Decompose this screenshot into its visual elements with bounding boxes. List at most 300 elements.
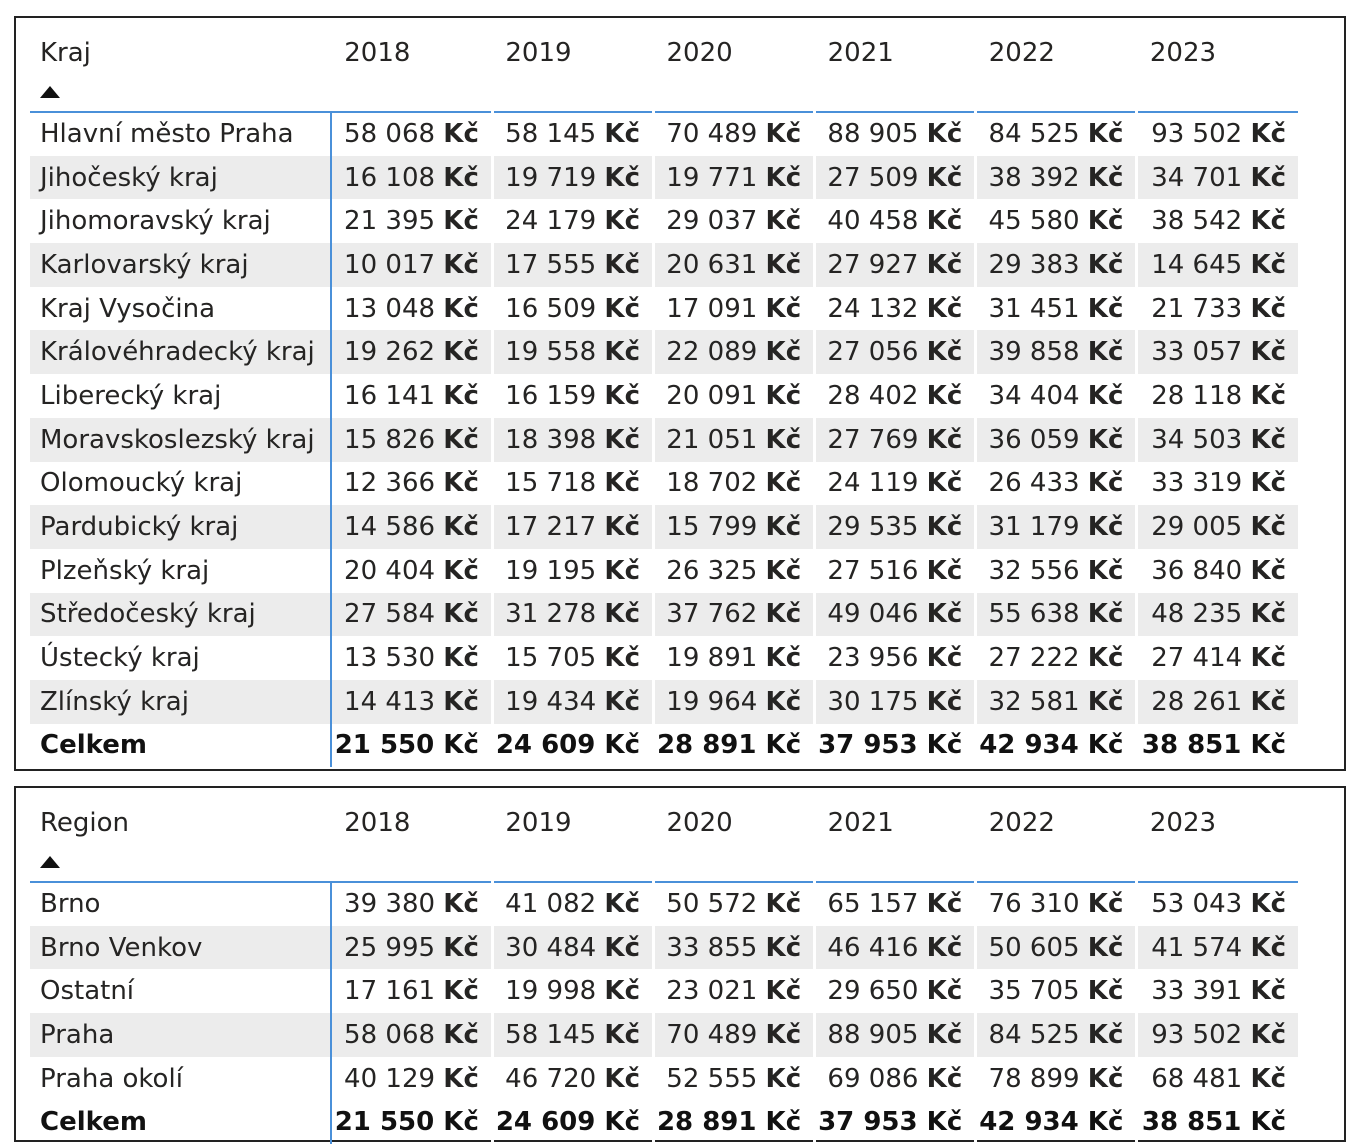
- value-amount: 31 179: [988, 512, 1080, 543]
- currency-label: Kč: [604, 424, 640, 455]
- currency-label: Kč: [1250, 162, 1286, 193]
- value-amount: 58 068: [344, 1019, 436, 1050]
- value-cell: [976, 724, 1137, 768]
- currency-label: Kč: [604, 1063, 640, 1094]
- value-cell: [815, 680, 976, 724]
- value-cell: [1137, 156, 1298, 200]
- value-cell: [1137, 287, 1298, 331]
- currency-label: Kč: [1250, 889, 1286, 920]
- value-amount: 27 516: [827, 555, 919, 586]
- value-amount: 24 609: [495, 1107, 596, 1138]
- row-header: Liberecký kraj: [30, 374, 331, 418]
- column-header-year[interactable]: 2018: [331, 806, 492, 882]
- currency-label: Kč: [1087, 162, 1124, 193]
- currency-label: Kč: [604, 889, 640, 920]
- value-amount: 40 129: [344, 1063, 436, 1094]
- value-amount: 58 068: [344, 119, 436, 150]
- value-cell: [815, 724, 976, 768]
- value-cell: [815, 593, 976, 637]
- value-cell: [1137, 636, 1298, 680]
- value-cell: [815, 112, 976, 156]
- currency-label: Kč: [1250, 249, 1286, 280]
- value-cell: [976, 1100, 1137, 1144]
- currency-label: Kč: [765, 555, 802, 586]
- value-cell: [331, 462, 492, 506]
- value-cell: [815, 199, 976, 243]
- currency-label: Kč: [765, 512, 802, 543]
- table-row: [30, 462, 1298, 506]
- currency-label: Kč: [765, 730, 802, 761]
- value-cell: [815, 374, 976, 418]
- row-header: Moravskoslezský kraj: [30, 418, 331, 462]
- value-amount: 42 934: [979, 730, 1079, 761]
- value-cell: [653, 462, 814, 506]
- value-cell: [1137, 549, 1298, 593]
- value-cell: [653, 418, 814, 462]
- currency-label: Kč: [765, 889, 802, 920]
- value-amount: 41 574: [1151, 932, 1243, 963]
- currency-label: Kč: [604, 512, 640, 543]
- value-cell: [492, 724, 653, 768]
- value-amount: 28 891: [656, 730, 757, 761]
- currency-label: Kč: [765, 932, 802, 963]
- value-cell: [653, 374, 814, 418]
- currency-label: Kč: [1250, 643, 1286, 674]
- value-amount: 19 891: [666, 643, 758, 674]
- value-cell: [976, 287, 1137, 331]
- column-header-year[interactable]: 2021: [815, 36, 976, 112]
- value-amount: 21 733: [1151, 293, 1243, 324]
- currency-label: Kč: [765, 1107, 802, 1138]
- column-header-year[interactable]: 2023: [1137, 36, 1298, 112]
- currency-label: Kč: [926, 293, 963, 324]
- currency-label: Kč: [926, 424, 963, 455]
- currency-label: Kč: [926, 1107, 963, 1138]
- row-header: Praha: [30, 1013, 331, 1057]
- value-amount: 15 718: [505, 468, 597, 499]
- currency-label: Kč: [765, 424, 802, 455]
- value-cell: [653, 287, 814, 331]
- value-amount: 32 581: [988, 686, 1080, 717]
- value-amount: 37 762: [666, 599, 758, 630]
- currency-label: Kč: [926, 686, 963, 717]
- value-cell: [331, 1057, 492, 1101]
- value-cell: [653, 636, 814, 680]
- value-amount: 88 905: [827, 1019, 919, 1050]
- value-cell: [492, 926, 653, 970]
- value-amount: 15 826: [344, 424, 436, 455]
- value-amount: 24 119: [827, 468, 919, 499]
- currency-label: Kč: [604, 643, 640, 674]
- table-row: [30, 882, 1298, 926]
- currency-label: Kč: [926, 512, 963, 543]
- table-row: [30, 926, 1298, 970]
- value-cell: [1137, 505, 1298, 549]
- currency-label: Kč: [926, 468, 963, 499]
- value-amount: 13 530: [344, 643, 436, 674]
- value-amount: 49 046: [827, 599, 919, 630]
- value-cell: [1137, 926, 1298, 970]
- value-cell: [331, 418, 492, 462]
- value-cell: [331, 969, 492, 1013]
- currency-label: Kč: [765, 468, 802, 499]
- value-cell: [331, 199, 492, 243]
- currency-label: Kč: [443, 206, 479, 237]
- value-amount: 38 392: [988, 162, 1080, 193]
- currency-label: Kč: [1250, 424, 1286, 455]
- value-amount: 20 631: [666, 249, 758, 280]
- value-amount: 25 995: [344, 932, 436, 963]
- value-amount: 46 416: [827, 932, 919, 963]
- currency-label: Kč: [604, 249, 640, 280]
- currency-label: Kč: [926, 889, 963, 920]
- value-amount: 29 037: [666, 206, 758, 237]
- value-amount: 16 141: [344, 380, 436, 411]
- value-cell: [331, 112, 492, 156]
- value-amount: 70 489: [666, 1019, 758, 1050]
- value-cell: [815, 330, 976, 374]
- value-cell: [331, 549, 492, 593]
- value-cell: [492, 330, 653, 374]
- value-cell: [653, 969, 814, 1013]
- value-cell: [331, 505, 492, 549]
- currency-label: Kč: [604, 555, 640, 586]
- value-cell: [815, 418, 976, 462]
- total-row: [30, 1100, 1298, 1144]
- value-cell: [815, 1057, 976, 1101]
- currency-label: Kč: [926, 643, 963, 674]
- value-amount: 38 851: [1141, 1107, 1242, 1138]
- table-row: [30, 636, 1298, 680]
- value-cell: [1137, 680, 1298, 724]
- row-header: Ústecký kraj: [30, 636, 331, 680]
- value-cell: [653, 549, 814, 593]
- currency-label: Kč: [1087, 686, 1124, 717]
- value-cell: [653, 156, 814, 200]
- currency-label: Kč: [443, 976, 479, 1007]
- value-amount: 28 118: [1151, 380, 1243, 411]
- table-row: [30, 112, 1298, 156]
- column-header-kraj[interactable]: [30, 36, 331, 112]
- currency-label: Kč: [443, 468, 479, 499]
- value-amount: 27 927: [827, 249, 919, 280]
- column-header-year[interactable]: 2020: [653, 806, 814, 882]
- row-header: Brno: [30, 882, 331, 926]
- value-amount: 36 840: [1151, 555, 1243, 586]
- value-amount: 29 383: [988, 249, 1080, 280]
- value-cell: [976, 199, 1137, 243]
- value-cell: [492, 1013, 653, 1057]
- column-header-year[interactable]: 2023: [1137, 806, 1298, 882]
- value-amount: 38 542: [1151, 206, 1243, 237]
- currency-label: Kč: [604, 119, 640, 150]
- value-cell: [492, 680, 653, 724]
- currency-label: Kč: [926, 380, 963, 411]
- value-amount: 21 550: [334, 1107, 435, 1138]
- value-cell: [1137, 1013, 1298, 1057]
- matrix-table-kraj: [30, 36, 1298, 767]
- currency-label: Kč: [1250, 512, 1286, 543]
- value-amount: 19 998: [505, 976, 597, 1007]
- value-cell: [492, 156, 653, 200]
- sort-ascending-icon[interactable]: [40, 856, 60, 868]
- value-amount: 33 855: [666, 932, 758, 963]
- table-row: [30, 418, 1298, 462]
- value-cell: [976, 374, 1137, 418]
- value-amount: 45 580: [988, 206, 1080, 237]
- value-cell: [653, 112, 814, 156]
- value-cell: [976, 926, 1137, 970]
- currency-label: Kč: [926, 599, 963, 630]
- table-row: [30, 243, 1298, 287]
- currency-label: Kč: [1087, 976, 1124, 1007]
- currency-label: Kč: [443, 1107, 479, 1138]
- value-amount: 21 550: [334, 730, 435, 761]
- value-amount: 53 043: [1151, 889, 1243, 920]
- currency-label: Kč: [1087, 206, 1124, 237]
- value-amount: 14 645: [1151, 249, 1243, 280]
- column-header-year[interactable]: 2020: [653, 36, 814, 112]
- value-amount: 58 145: [505, 119, 597, 150]
- value-amount: 36 059: [988, 424, 1080, 455]
- value-cell: [815, 636, 976, 680]
- currency-label: Kč: [443, 380, 479, 411]
- currency-label: Kč: [1087, 889, 1124, 920]
- currency-label: Kč: [604, 976, 640, 1007]
- currency-label: Kč: [443, 424, 479, 455]
- value-amount: 27 222: [988, 643, 1080, 674]
- value-cell: [1137, 1100, 1298, 1144]
- value-cell: [492, 549, 653, 593]
- value-cell: [1137, 462, 1298, 506]
- currency-label: Kč: [765, 976, 802, 1007]
- currency-label: Kč: [443, 337, 479, 368]
- value-amount: 52 555: [666, 1063, 758, 1094]
- value-cell: [492, 969, 653, 1013]
- value-cell: [976, 969, 1137, 1013]
- value-amount: 19 558: [505, 337, 597, 368]
- value-cell: [976, 330, 1137, 374]
- value-amount: 84 525: [988, 119, 1080, 150]
- table-row: [30, 199, 1298, 243]
- currency-label: Kč: [604, 337, 640, 368]
- currency-label: Kč: [443, 730, 479, 761]
- currency-label: Kč: [926, 162, 963, 193]
- column-header-year[interactable]: 2019: [492, 36, 653, 112]
- column-header-year[interactable]: 2022: [976, 806, 1137, 882]
- currency-label: Kč: [443, 643, 479, 674]
- currency-label: Kč: [926, 730, 963, 761]
- column-header-year[interactable]: 2022: [976, 36, 1137, 112]
- currency-label: Kč: [765, 380, 802, 411]
- value-amount: 17 091: [666, 293, 758, 324]
- row-header: Kraj Vysočina: [30, 287, 331, 331]
- value-amount: 15 799: [666, 512, 758, 543]
- value-cell: [492, 636, 653, 680]
- table-row: [30, 374, 1298, 418]
- value-cell: [492, 243, 653, 287]
- value-cell: [815, 243, 976, 287]
- currency-label: Kč: [926, 1019, 963, 1050]
- matrix-header: [30, 806, 1298, 882]
- currency-label: Kč: [1250, 119, 1286, 150]
- value-amount: 50 605: [988, 932, 1080, 963]
- currency-label: Kč: [765, 249, 802, 280]
- value-amount: 17 161: [344, 976, 436, 1007]
- currency-label: Kč: [443, 555, 479, 586]
- value-amount: 65 157: [827, 889, 919, 920]
- row-header: Středočeský kraj: [30, 593, 331, 637]
- currency-label: Kč: [604, 206, 640, 237]
- value-cell: [331, 1013, 492, 1057]
- value-cell: [976, 636, 1137, 680]
- value-cell: [331, 593, 492, 637]
- value-cell: [492, 462, 653, 506]
- row-header: Královéhradecký kraj: [30, 330, 331, 374]
- value-amount: 33 057: [1151, 337, 1243, 368]
- row-header: Pardubický kraj: [30, 505, 331, 549]
- currency-label: Kč: [926, 249, 963, 280]
- currency-label: Kč: [1087, 730, 1124, 761]
- value-amount: 24 609: [495, 730, 596, 761]
- value-cell: [331, 926, 492, 970]
- currency-label: Kč: [765, 599, 802, 630]
- currency-label: Kč: [604, 1019, 640, 1050]
- value-amount: 19 434: [505, 686, 597, 717]
- value-amount: 28 402: [827, 380, 919, 411]
- value-cell: [492, 1100, 653, 1144]
- value-amount: 21 051: [666, 424, 758, 455]
- row-header: Celkem: [30, 1100, 331, 1144]
- value-cell: [1137, 724, 1298, 768]
- value-amount: 39 380: [344, 889, 436, 920]
- currency-label: Kč: [1087, 119, 1124, 150]
- value-amount: 41 082: [505, 889, 597, 920]
- value-cell: [653, 680, 814, 724]
- currency-label: Kč: [926, 337, 963, 368]
- value-cell: [976, 505, 1137, 549]
- value-amount: 22 089: [666, 337, 758, 368]
- value-cell: [815, 505, 976, 549]
- currency-label: Kč: [1087, 1063, 1124, 1094]
- value-cell: [976, 882, 1137, 926]
- currency-label: Kč: [926, 932, 963, 963]
- currency-label: Kč: [765, 206, 802, 237]
- row-header: Praha okolí: [30, 1057, 331, 1101]
- column-header-label: Kraj: [40, 38, 91, 68]
- value-amount: 19 195: [505, 555, 597, 586]
- value-cell: [492, 882, 653, 926]
- column-header-label: Region: [40, 808, 130, 838]
- value-cell: [331, 724, 492, 768]
- value-amount: 19 262: [344, 337, 436, 368]
- currency-label: Kč: [765, 337, 802, 368]
- row-header: Karlovarský kraj: [30, 243, 331, 287]
- value-cell: [331, 243, 492, 287]
- value-cell: [815, 287, 976, 331]
- row-header: Celkem: [30, 724, 331, 768]
- column-header-year[interactable]: 2021: [815, 806, 976, 882]
- value-amount: 29 005: [1151, 512, 1243, 543]
- value-cell: [653, 199, 814, 243]
- value-amount: 28 891: [656, 1107, 757, 1138]
- currency-label: Kč: [1087, 599, 1124, 630]
- value-amount: 32 556: [988, 555, 1080, 586]
- value-amount: 18 702: [666, 468, 758, 499]
- currency-label: Kč: [443, 119, 479, 150]
- value-amount: 58 145: [505, 1019, 597, 1050]
- value-amount: 33 319: [1151, 468, 1243, 499]
- table-row: [30, 549, 1298, 593]
- value-amount: 48 235: [1151, 599, 1243, 630]
- value-cell: [815, 1013, 976, 1057]
- value-amount: 38 851: [1141, 730, 1242, 761]
- currency-label: Kč: [765, 162, 802, 193]
- value-amount: 14 586: [344, 512, 436, 543]
- value-amount: 16 159: [505, 380, 597, 411]
- matrix-body: [30, 112, 1298, 767]
- value-cell: [976, 593, 1137, 637]
- value-amount: 30 484: [505, 932, 597, 963]
- sort-ascending-icon[interactable]: [40, 86, 60, 98]
- currency-label: Kč: [1250, 1107, 1286, 1138]
- value-cell: [1137, 112, 1298, 156]
- column-header-year[interactable]: 2019: [492, 806, 653, 882]
- currency-label: Kč: [604, 686, 640, 717]
- value-cell: [976, 243, 1137, 287]
- table-row: [30, 1057, 1298, 1101]
- value-amount: 12 366: [344, 468, 436, 499]
- value-amount: 84 525: [988, 1019, 1080, 1050]
- value-cell: [653, 330, 814, 374]
- value-amount: 68 481: [1151, 1063, 1243, 1094]
- value-amount: 24 132: [827, 293, 919, 324]
- currency-label: Kč: [1250, 1019, 1286, 1050]
- currency-label: Kč: [1250, 206, 1286, 237]
- currency-label: Kč: [604, 932, 640, 963]
- column-header-year[interactable]: 2018: [331, 36, 492, 112]
- value-amount: 27 584: [344, 599, 436, 630]
- value-cell: [492, 374, 653, 418]
- currency-label: Kč: [1087, 1019, 1124, 1050]
- value-cell: [1137, 882, 1298, 926]
- value-cell: [815, 882, 976, 926]
- value-amount: 29 650: [827, 976, 919, 1007]
- value-cell: [492, 593, 653, 637]
- value-cell: [331, 680, 492, 724]
- currency-label: Kč: [765, 1063, 802, 1094]
- currency-label: Kč: [1250, 1063, 1286, 1094]
- value-cell: [653, 882, 814, 926]
- value-amount: 19 719: [505, 162, 597, 193]
- currency-label: Kč: [443, 1019, 479, 1050]
- value-amount: 18 398: [505, 424, 597, 455]
- currency-label: Kč: [765, 686, 802, 717]
- column-header-region[interactable]: [30, 806, 331, 882]
- value-amount: 27 056: [827, 337, 919, 368]
- value-amount: 39 858: [988, 337, 1080, 368]
- value-amount: 20 404: [344, 555, 436, 586]
- value-cell: [331, 882, 492, 926]
- total-row: [30, 724, 1298, 768]
- value-cell: [331, 330, 492, 374]
- value-cell: [331, 636, 492, 680]
- currency-label: Kč: [604, 162, 640, 193]
- value-amount: 27 414: [1151, 643, 1243, 674]
- value-cell: [492, 112, 653, 156]
- value-cell: [1137, 969, 1298, 1013]
- value-cell: [976, 1057, 1137, 1101]
